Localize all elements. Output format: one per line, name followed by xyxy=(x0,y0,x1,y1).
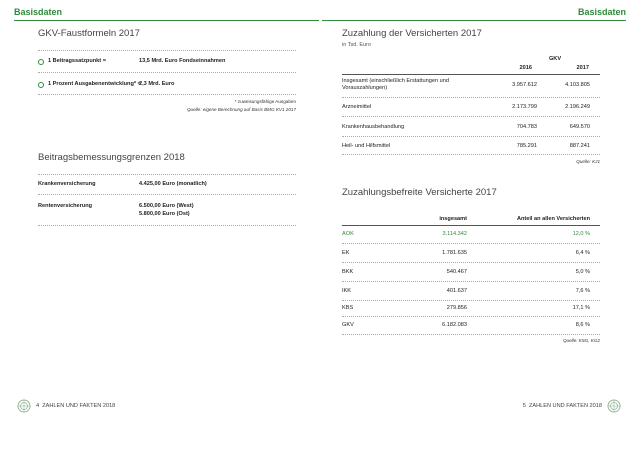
footer-left xyxy=(36,403,115,409)
divider xyxy=(38,194,296,195)
footer-right-page: 5 xyxy=(522,403,526,409)
befreite-row-v1: 3.114.342 xyxy=(442,231,467,237)
befreite-row-v1: 6.182.083 xyxy=(442,322,467,328)
divider xyxy=(38,225,296,226)
divider xyxy=(342,316,600,317)
zuzahlung-row-v2: 887.241 xyxy=(569,143,590,149)
befreite-row-label: EK xyxy=(342,250,350,256)
formeln-row-label: 1 Prozent Ausgabenentwicklung* = xyxy=(48,81,141,87)
grenzen-row-label: Rentenversicherung xyxy=(38,203,93,209)
zuzahlung-col-2016: 2016 xyxy=(519,65,532,71)
zuzahlung-row-label: Heil- und Hilfsmittel xyxy=(342,143,391,149)
chart-logo-icon xyxy=(607,399,621,413)
divider xyxy=(38,72,296,73)
zuzahlung-title: Zuzahlung der Versicherten 2017 xyxy=(342,28,482,39)
zuzahlung-row-v2: 2.196.249 xyxy=(565,104,590,110)
befreite-col-anteil: Anteil an allen Versicherten xyxy=(516,216,590,222)
footer-left-text: ZAHLEN UND FAKTEN 2018 xyxy=(42,403,116,409)
table-header-rule xyxy=(342,74,600,75)
header-rule-right xyxy=(322,20,626,21)
footer-right xyxy=(523,403,602,409)
zuzahlung-row-label: Krankenhausbehandlung xyxy=(342,124,405,130)
befreite-row-label: AOK xyxy=(342,231,354,237)
table-header-rule xyxy=(342,225,600,226)
header-right-title: Basisdaten xyxy=(577,7,626,17)
grenzen-row-value-2: 5.800,00 Euro (Ost) xyxy=(139,211,190,217)
befreite-row-v2: 5,0 % xyxy=(575,269,590,275)
divider xyxy=(38,174,296,175)
zuzahlung-row-label: Arzneimittel xyxy=(342,104,372,110)
befreite-row-v2: 6,4 % xyxy=(575,250,590,256)
befreite-row-label: KBS xyxy=(342,305,354,311)
header-left-title: Basisdaten xyxy=(14,7,63,17)
zuzahlung-row-v1: 2.173.799 xyxy=(512,104,537,110)
bullet-icon xyxy=(38,59,44,65)
divider xyxy=(342,154,600,155)
befreite-row-v2: 7,6 % xyxy=(575,288,590,294)
zuzahlung-row-label: Insgesamt (einschließlich Erstattungen und Vorauszahlungen) xyxy=(342,78,449,91)
befreite-col-insgesamt: insgesamt xyxy=(439,216,467,222)
formeln-row-value: 13,5 Mrd. Euro Fondseinnahmen xyxy=(139,58,226,64)
chart-logo-icon xyxy=(17,399,31,413)
zuzahlung-row-v1: 704.783 xyxy=(516,124,537,130)
zuzahlung-row-v1: 785.291 xyxy=(516,143,537,149)
formeln-footnote: * zuweisungsfähige Ausgaben xyxy=(234,99,296,104)
befreite-row-v2: 12,0 % xyxy=(572,231,590,237)
grenzen-title: Beitragsbemessungsgrenzen 2018 xyxy=(38,152,185,163)
formeln-row-value: 2,3 Mrd. Euro xyxy=(139,81,175,87)
zuzahlung-subtitle: in Tsd. Euro xyxy=(342,42,371,48)
grenzen-row-value: 4.425,00 Euro (monatlich) xyxy=(139,181,207,187)
formeln-source: Quelle: eigene Berechnung auf Basis BMG KV1 2017 xyxy=(186,107,296,112)
footer-right-text: ZAHLEN UND FAKTEN 2018 xyxy=(528,403,602,409)
zuzahlung-row-v1: 3.957.612 xyxy=(512,82,537,88)
formeln-row-label: 1 Beitragssatzpunkt = xyxy=(48,58,106,64)
zuzahlung-col-2017: 2017 xyxy=(576,65,589,71)
befreite-row-label: GKV xyxy=(342,322,354,328)
divider xyxy=(342,262,600,263)
zuzahlung-source: Quelle: KJ1 xyxy=(576,159,600,164)
befreite-row-v2: 8,6 % xyxy=(575,322,590,328)
befreite-title: Zuzahlungsbefreite Versicherte 2017 xyxy=(342,187,497,198)
divider xyxy=(342,281,600,282)
formeln-title: GKV-Faustformeln 2017 xyxy=(38,28,140,39)
zuzahlung-row-v2: 649.570 xyxy=(569,124,590,130)
zuzahlung-group-header: GKV xyxy=(548,56,562,62)
bullet-icon xyxy=(38,82,44,88)
befreite-row-label: IKK xyxy=(342,288,352,294)
divider xyxy=(38,94,296,95)
befreite-row-v1: 540.467 xyxy=(446,269,467,275)
grenzen-row-label: Krankenversicherung xyxy=(38,181,96,187)
footer-left-page: 4 xyxy=(36,403,40,409)
befreite-source: Quelle: KM1, KG2 xyxy=(562,338,600,343)
divider xyxy=(342,116,600,117)
befreite-row-v1: 401.637 xyxy=(446,288,467,294)
header-rule-left xyxy=(14,20,319,21)
divider xyxy=(342,97,600,98)
divider xyxy=(342,136,600,137)
divider xyxy=(342,300,600,301)
grenzen-row-value: 6.500,00 Euro (West) xyxy=(139,203,194,209)
befreite-row-v2: 17,1 % xyxy=(572,305,590,311)
zuzahlung-row-v2: 4.103.805 xyxy=(565,82,590,88)
divider xyxy=(342,334,600,335)
befreite-row-v1: 1.781.635 xyxy=(442,250,467,256)
befreite-row-v1: 279.856 xyxy=(446,305,467,311)
befreite-row-label: BKK xyxy=(342,269,354,275)
divider xyxy=(38,50,296,51)
divider xyxy=(342,243,600,244)
